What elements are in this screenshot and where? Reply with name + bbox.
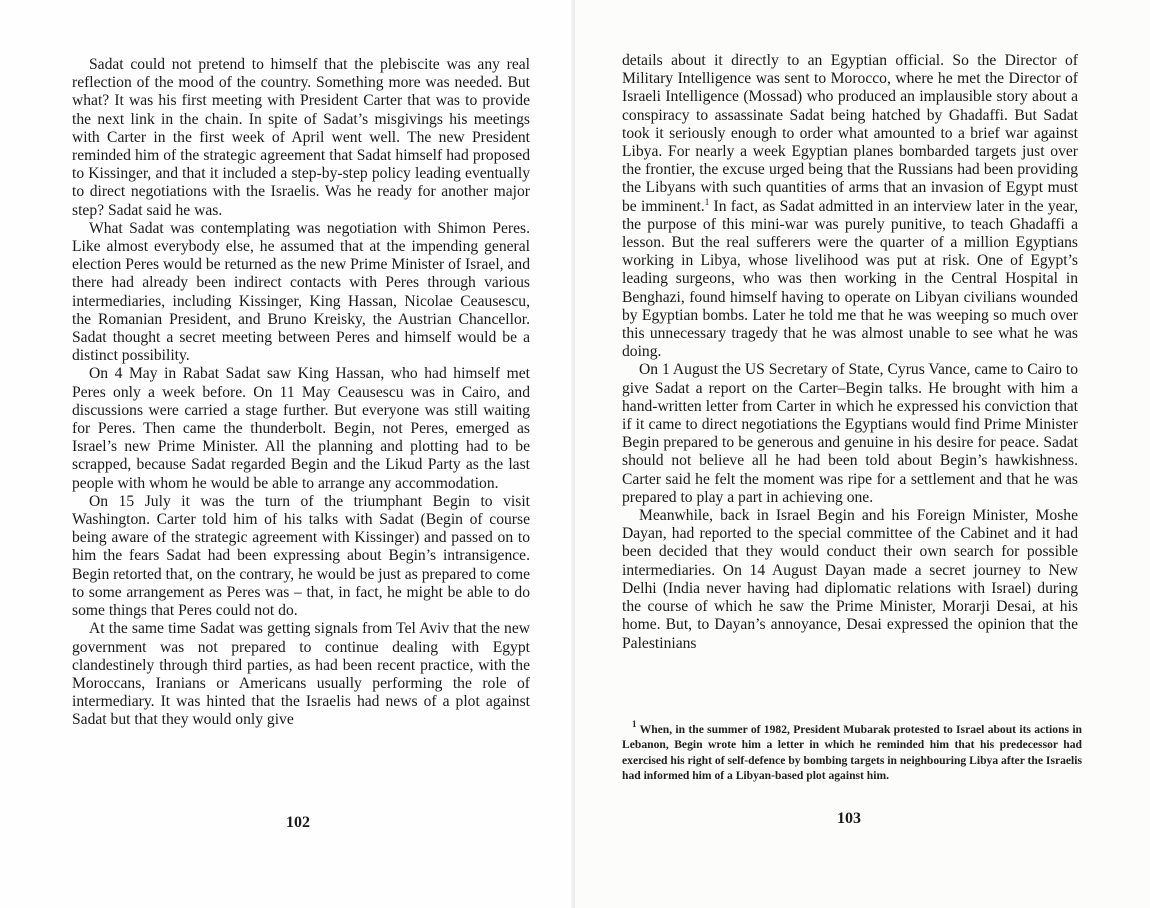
paragraph: Meanwhile, back in Israel Begin and his Foreign Minister, Moshe Dayan, had reported to the special committee of the Cabinet and it had been decided that they would conduct their own search for possible intermediaries. On 14 August Dayan made a secret journey to New Delhi (India never having had diplomatic relations with Israel) during the course of which he saw the Prime Minister, Morarji Desai, at his home. But, to Dayan’s annoyance, Desai expressed the opinion that the Palestinians [622, 507, 1078, 652]
page-number: 102 [286, 814, 310, 831]
paragraph [622, 52, 1078, 361]
right-page-body [622, 52, 1078, 653]
paragraph-text: In fact, as Sadat admitted in an interview later in the year, the purpose of this mini-war was purely punitive, to teach Ghadaffi a lesson. But the real sufferers were the quarter of a million Egyptians working in Libya, whose livelihood was put at risk. One of Egypt’s leading surgeons, who was then working in the Central Hospital in Benghazi, found himself having to operate on Libyan civilians wounded by Egyptian bombs. Later he told me that he was weeping so much over this unnecessary tragedy that he was almost unable to see what he was doing. [622, 197, 1078, 361]
footnote-text [622, 719, 1082, 784]
right-page [575, 0, 1150, 908]
paragraph: On 15 July it was the turn of the triumphant Begin to visit Washington. Carter told him of his talks with Sadat (Begin of course being aware of the strategic agreement with Kissinger) and passed on to him the fears Sadat had been expressing about Begin’s intransigence. Begin retorted that, on the contrary, he would be just as prepared to come to some arrangement as Peres was – that, in fact, he might be able to do some things that Peres could not do. [72, 492, 530, 620]
paragraph: At the same time Sadat was getting signals from Tel Aviv that the new government was not prepared to continue dealing with Egypt clandestinely through third parties, as had been recent practice, with the Moroccans, Iranians or Americans usually performing the role of intermediary. It was hinted that the Israelis had news of a plot against Sadat but that they would only give [72, 620, 530, 729]
footnote-number: 1 [632, 719, 637, 729]
page-number: 103 [837, 810, 861, 827]
paragraph-text: details about it directly to an Egyptian official. So the Director of Military Intelligence was sent to Morocco, where he met the Director of Israeli Intelligence (Mossad) who produced an implausible story about a conspiracy to assassinate Sadat being hatched by Ghadaffi. But Sadat took it seriously enough to order what amounted to a brief war against Libya. For nearly a week Egyptian planes bombarded targets just over the frontier, the excuse urged being that the Russians had been providing the Libyans with such quantities of arms that an invasion of Egypt must be imminent. [622, 52, 1078, 215]
paragraph: On 4 May in Rabat Sadat saw King Hassan, who had himself met Peres only a week before. On 11 May Ceausescu was in Cairo, and discussions were carried a stage further. But everyone was still waiting for Peres. Then came the thunderbolt. Begin, not Peres, emerged as Israel’s new Prime Minister. All the planning and plotting had to be scrapped, because Sadat regarded Begin and the Likud Party as the last people with whom he would be able to arrange any accommodation. [72, 365, 530, 492]
paragraph: Sadat could not pretend to himself that the plebiscite was any real reflection of the mood of the country. Something more was needed. But what? It was his first meeting with President Carter that was to provide the next link in the chain. In spite of Sadat’s misgivings his meetings with Carter in the first week of April went well. The new President reminded him of the strategic agreement that Sadat himself had proposed to Kissinger, and that it included a step-by-step policy leading eventually to direct negotiations with the Israelis. Was he ready for another major step? Sadat said he was. [72, 56, 530, 219]
left-page-body [72, 56, 530, 730]
footnote-body: When, in the summer of 1982, President Mubarak protested to Israel about its actions in Lebanon, Begin wrote him a letter in which he reminded him that his predecessor had exercised his right of self-defence by bombing targets in neighbouring Libya after the Israelis had informed him of a Libyan-based plot against him. [622, 723, 1082, 783]
paragraph: On 1 August the US Secretary of State, Cyrus Vance, came to Cairo to give Sadat a report on the Carter–Begin talks. He brought with him a hand-written letter from Carter in which he expressed his conviction that if it came to direct negotiations the Egyptians would find Prime Minister Begin prepared to be generous and genuine in his desire for peace. Sadat should not believe all he had been told about Begin’s hawkishness. Carter said he felt the moment was ripe for a settlement and that he was prepared to play a part in achieving one. [622, 361, 1078, 506]
footnote [622, 719, 1082, 784]
footnote-marker[interactable]: 1 [704, 196, 710, 207]
paragraph: What Sadat was contemplating was negotiation with Shimon Peres. Like almost everybody else, he assumed that at the impending general election Peres would be returned as the new Prime Minister of Israel, and there had already been indirect contacts with Peres through various intermediaries, including Kissinger, King Hassan, Nicolae Ceausescu, the Romanian President, and Bruno Kreisky, the Austrian Chancellor. Sadat thought a secret meeting between Peres and himself would be a distinct possibility. [72, 219, 530, 365]
